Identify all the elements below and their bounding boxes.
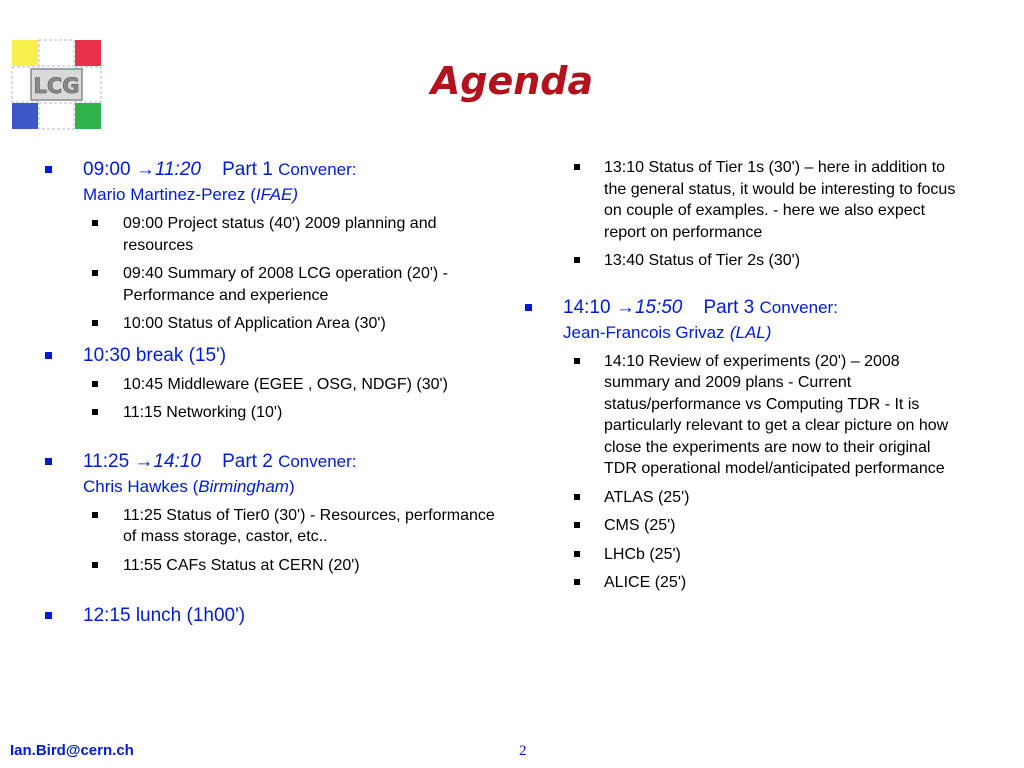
section-label: 12:15 lunch (1h00') [83, 605, 246, 626]
section-break [40, 343, 500, 368]
list-item: 09:00 Project status (40') 2009 planning and resources [40, 213, 500, 256]
list-item: 10:45 Middleware (EGEE , OSG, NDGF) (30') [40, 374, 500, 396]
part-3-items [520, 351, 960, 594]
section-bullet [45, 612, 52, 619]
convener-label: Convener: [759, 297, 838, 317]
convener-affiliation: IFAE) [255, 185, 299, 204]
left-column [40, 157, 500, 628]
page-number: 2 [519, 743, 527, 759]
convener-label: Convener: [278, 160, 357, 179]
time-start: 11:25 [83, 450, 130, 472]
logo-text: LCG [33, 74, 80, 98]
convener-name: Chris Hawkes ( [83, 476, 199, 496]
convener-name: Mario Martinez-Perez ( [83, 185, 256, 204]
part-label: Part 2 [222, 450, 273, 472]
right-column [520, 157, 960, 594]
list-item: 10:00 Status of Application Area (30') [40, 313, 500, 335]
list-item: 11:55 CAFs Status at CERN (20') [40, 555, 500, 577]
convener-affiliation: (LAL) [729, 322, 772, 342]
list-item: ATLAS (25') [520, 487, 960, 509]
part-label: Part 3 [703, 296, 755, 318]
convener-label: Convener: [278, 451, 357, 471]
time-start: 09:00 [83, 159, 131, 180]
tier-status-items [520, 157, 960, 272]
footer-email[interactable]: Ian.Bird@cern.ch [10, 742, 134, 759]
list-item: LHCb (25') [520, 544, 960, 566]
list-item: 09:40 Summary of 2008 LCG operation (20') - Performance and experience [40, 263, 500, 306]
section-part-3 [520, 295, 960, 345]
section-label: 10:30 break (15') [83, 344, 227, 366]
section-part-1 [40, 157, 500, 207]
list-item: 11:25 Status of Tier0 (30') - Resources, performance of mass storage, castor, etc.. [40, 505, 500, 548]
time-end: 11:20 [154, 159, 201, 180]
section-part-2 [40, 449, 500, 499]
list-item: 11:15 Networking (10') [40, 402, 500, 424]
break-items [40, 374, 500, 424]
part-1-items [40, 213, 500, 335]
section-bullet [525, 304, 532, 311]
section-bullet [45, 458, 52, 465]
convener-close: ) [288, 476, 295, 496]
time-start: 14:10 [563, 296, 611, 318]
time-end: 15:50 [634, 296, 683, 318]
arrow-icon: → [135, 159, 155, 180]
list-item: CMS (25') [520, 515, 960, 537]
section-bullet [45, 166, 52, 173]
part-label: Part 1 [222, 159, 273, 180]
page-title: Agenda [430, 59, 594, 103]
section-lunch [40, 603, 500, 628]
convener-affiliation: Birmingham [198, 476, 289, 496]
part-2-items [40, 505, 500, 577]
convener-name: Jean-Francois Grivaz [563, 322, 725, 342]
list-item: 14:10 Review of experiments (20') – 2008 summary and 2009 plans - Current status/performance vs Computing TDR - It is particularly relevant to get a clear picture on how close the experiments are now to their original TDR operational model/anticipated performance [520, 351, 960, 480]
list-item: 13:40 Status of Tier 2s (30') [520, 250, 960, 272]
list-item: ALICE (25') [520, 572, 960, 594]
arrow-icon: → [134, 450, 154, 472]
section-bullet [45, 352, 52, 359]
time-end: 14:10 [153, 450, 201, 472]
list-item: 13:10 Status of Tier 1s (30') – here in addition to the general status, it would be interesting to focus on couple of examples. - here we also expect report on performance [520, 157, 960, 243]
arrow-icon: → [615, 296, 635, 318]
